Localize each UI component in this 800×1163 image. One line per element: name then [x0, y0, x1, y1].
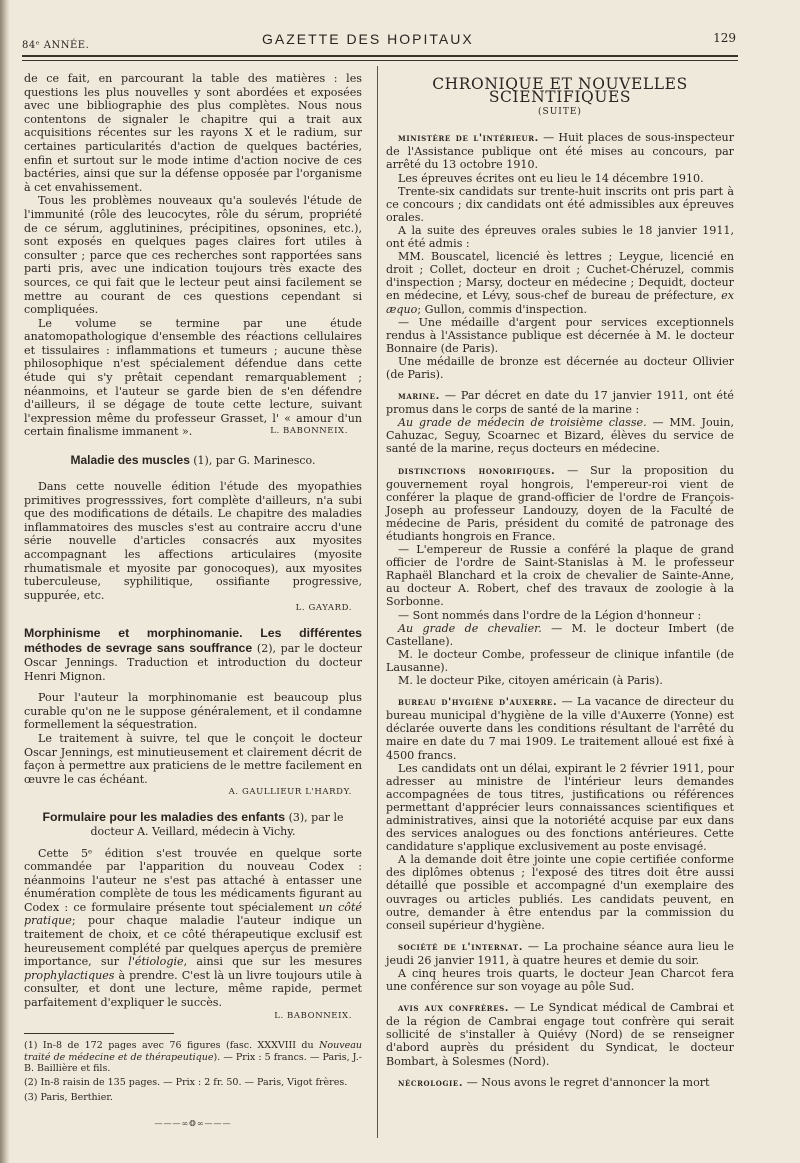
intro-paragraph-1: de ce fait, en parcourant la table des matières : les questions les plus nouvelles y sont abordées et exposées avec une bibliographie des plus complètes. Nous nous contentons de signaler le chapitre qui a trait aux acquisitions récentes sur les rayons X et le radium, sur certaines particularités d'action de quelques bactéries, enfin et surtout sur le mode intime d'action nocive de ces bactéries, ainsi que sur la défense opposée par l'organisme à cet envahissement.	[24, 72, 362, 194]
review-3-body	[24, 847, 362, 1024]
section-label-necrologie: nécrologie.	[398, 1076, 464, 1089]
section-distinctions: distinctions honorifiques. — Sur la proposition du gouvernement royal hongrois, l'empereur-roi vient de conférer la plaque de grand-officier de l'ordre de François-Joseph au professeur Landouzy, doyen de la Faculté de médecine de Paris, président du comité de patronage des étudiants hongrois en France. — L'empereur de Russie a conféré la plaque de grand officier de l'ordre de Saint-Stanislas à M. le professeur Raphaël Blanchard et la croix de chevalier de Sainte-Anne, au docteur A. Robert, chef des travaux de zoologie à la Sorbonne. — Sont nommés dans l'ordre de la Légion d'honneur : Au grade de chevalier. — M. le docteur Imbert (de Castellane). M. le docteur Combe, professeur de clinique infantile (de Lausanne). M. le docteur Pike, citoyen américain (à Paris).	[386, 463, 735, 688]
review-2-title: Morphinisme et morphinomanie. Les différentes méthodes de sevrage sans souffrance (2), par le docteur Oscar Jennings. Traduction et introduction du docteur Henri Mignon.	[24, 625, 363, 683]
section-label-ministere: ministère de l'intérieur.	[398, 132, 539, 145]
header-rule-thick	[22, 55, 738, 57]
intro-signature: L. BABONNEIX.	[270, 426, 348, 437]
section-avis: avis aux confrères. — Le Syndicat médical de Cambrai et de la région de Cambrai engage tout confrère qui serait sollicité de s'installer à Quiévy (Nord) de se renseigner d'abord auprès du président du Syndicat, le docteur Bombart, à Solesmes (Nord).	[386, 1001, 735, 1068]
intro-paragraph-3: Le volume se termine par une étude anatomopathologique d'ensemble des réactions cellulaires et tissulaires : inflammations et tumeurs ; aucune thèse philosophique n'est spécialement défendue dans cette étude qui s'y prêtait cependant remarquablement ; néanmoins, et l'auteur se garde bien de s'en défendre d'ailleurs, il se dégage de toute cette lecture, suivant l'expression même du professeur Grasset, l' « amour d'un certain finalisme immanent ». L. BABONNEIX.	[24, 316, 362, 439]
intro-paragraph-2: Tous les problèmes nouveaux qu'a soulevés l'étude de l'immunité (rôle des leucocytes, rôle du sérum, propriété de ce sérum, agglutinines, précipitines, opsonines, etc.), sont exposés en quelques pages claires fort utiles à consulter ; parce que ces recherches sont rapportées sans parti pris, avec une indication toujours très exacte des sources, ce qui fait que le lecteur peut ainsi facilement se mettre au courant de ces questions cependant si compliquées.	[24, 194, 362, 317]
review-2-paragraph-2: Le traitement à suivre, tel que le conçoit le docteur Oscar Jennings, est minutieusement et clairement décrit de façon à permettre aux praticiens de le mettre facilement en œuvre le cas échéant.	[24, 731, 362, 786]
section-label-marine: marine.	[398, 390, 440, 403]
chronicle-title: CHRONIQUE ET NOUVELLES SCIENTIFIQUES	[432, 75, 688, 107]
review-3-signature: L. BABONNEIX.	[274, 1010, 352, 1021]
review-1-text: Dans cette nouvelle édition l'étude des myopathies primitives progresssives, fort complète d'ailleurs, n'a subi que des modifications de détails. Le chapitre des maladies inflammatoires des muscles s'est au contraire accru d'une série nouvelle d'articles consacrés aux myosites accompagnant les affections articulaires (myosite rhumatismale et myosite par gonocoques), aux myosites tuberculeuse, syphilitique, ossifiante progressive, suppurée, etc.	[24, 480, 362, 602]
footnotes	[24, 1040, 362, 1103]
review-1-signature: L. GAYARD.	[295, 603, 352, 614]
section-internat: société de l'internat. — La prochaine séance aura lieu le jeudi 26 janvier 1911, à quatre heures et demie du soir. A cinq heures trois quarts, le docteur Jean Charcot fera une conférence sur son voyage au pôle Sud.	[386, 939, 734, 994]
section-label-distinctions: distinctions honorifiques.	[398, 464, 556, 477]
review-1-title: Maladie des muscles (1), par G. Marinesco.	[70, 453, 316, 468]
footnote-2: (2) In-8 raisin de 135 pages. — Prix : 2 fr. 50. — Paris, Vigot frères.	[24, 1077, 348, 1089]
page-binding-shadow	[0, 0, 10, 1163]
review-1-body	[24, 480, 362, 616]
footnote-1: (1) In-8 de 172 pages avec 76 figures (fasc. XXXVIII du Nouveau traité de médecine et de thérapeutique). — Prix : 5 francs. — Paris, J.-B. Baillière et fils.	[24, 1040, 362, 1075]
section-auxerre: bureau d'hygiène d'auxerre. — La vacance de directeur du bureau municipal d'hygiène de la ville d'Auxerre (Yonne) est déclarée ouverte dans les conditions résultant de l'arrêté du maire en date du 7 mai 1909. Le traitement alloué est fixé à 4500 francs. Les candidats ont un délai, expirant le 2 février 1911, pour adresser au ministre de l'intérieur leurs demandes accompagnées de tous titres, justifications ou références permettant d'apprécier leurs connaissances scientifiques et administratives, ainsi que la notoriété acquise par eux dans des services analogues ou des fonctions antérieures. Cette candidature s'applique exclusivement au poste envisagé. A la demande doit être jointe une copie certifiée conforme des diplômes obtenus ; l'exposé des titres doit être aussi détaillé que possible et accompagné d'un exemplaire des ouvrages ou articles publiés. Les candidats peuvent, en outre, demander à être entendus par la commission du conseil supérieur d'hygiène.	[386, 695, 734, 932]
review-3-title: Formulaire pour les maladies des enfants (3), par le docteur A. Veillard, médecin à Vichy.	[42, 809, 344, 838]
header-rule-thin	[22, 60, 738, 61]
chronicle-subtitle: (SUITE)	[538, 107, 582, 118]
right-column	[386, 75, 734, 1098]
section-ministere: ministère de l'intérieur. — Huit places de sous-inspecteur de l'Assistance publique ont été mises au concours, par arrêté du 13 octobre 1910. Les épreuves écrites ont eu lieu le 14 décembre 1910. Trente-six candidats sur trente-huit inscrits ont pris part à ce concours ; dix candidats ont été admissibles aux épreuves orales. A la suite des épreuves orales subies le 18 janvier 1911, ont été admis : MM. Bouscatel, licencié ès lettres ; Leygue, licencié en droit ; Collet, docteur en droit ; Cuchet-Chéruzel, commis d'inspection ; Marsy, docteur en médecine ; Dequidt, docteur en médecine, et Lévy, sous-chef de bureau de préfecture, ex æquo; Gullon, commis d'inspection. — Une médaille d'argent pour services exceptionnels rendus à l'Assistance publique est décernée à M. le docteur Bonnaire (de Paris). Une médaille de bronze est décernée au docteur Ollivier (de Paris).	[386, 131, 734, 381]
section-label-avis: avis aux confrères.	[398, 1002, 510, 1015]
header-title: GAZETTE DES HOPITAUX	[262, 31, 474, 47]
section-label-internat: société de l'internat.	[398, 940, 523, 953]
review-3-text: Cette 5ᵉ édition s'est trouvée en quelque sorte commandée par l'apparition du nouveau Codex : néanmoins l'auteur ne s'est pas attaché à entasser une énumération complète de tous les médicaments figurant au Codex : ce formulaire présente tout spécialement un côté pratique; pour chaque maladie l'auteur indique un traitement de choix, et ce côté thérapeutique exclusif est heureusement complété par quelques aperçus de première importance, sur l'étiologie, ainsi que sur les mesures prophylactiques à prendre. C'est là un livre toujours utile à consulter, et dont une lecture, même rapide, permet parfaitement d'expliquer le succès.	[24, 846, 363, 1010]
footnote-separator	[24, 1033, 174, 1034]
review-2-body	[24, 691, 362, 800]
section-label-auxerre: bureau d'hygiène d'auxerre.	[398, 696, 558, 709]
column-divider	[377, 66, 378, 1138]
review-2-signature: A. GAULLIEUR L'HARDY.	[228, 787, 352, 798]
section-necrologie: nécrologie. — Nous avons le regret d'annoncer la mort	[398, 1075, 710, 1089]
header-page-number: 129	[713, 31, 736, 45]
header-year: 84ᵉ ANNÉE.	[22, 40, 90, 51]
footnote-3: (3) Paris, Berthier.	[24, 1091, 113, 1103]
left-column	[24, 72, 362, 1131]
review-2-paragraph-1: Pour l'auteur la morphinomanie est beaucoup plus curable qu'on ne le suppose généralement, et il condamne formellement la séquestration.	[24, 691, 362, 732]
section-marine: marine. — Par décret en date du 17 janvier 1911, ont été promus dans le corps de santé de la marine : Au grade de médecin de troisième classe. — MM. Jouin, Cahuzac, Seguy, Scoarnec et Bizard, élèves du service de santé de la marine, reçus docteurs en médecine.	[386, 389, 734, 456]
end-ornament: ———∞❂∞———	[154, 1119, 232, 1129]
